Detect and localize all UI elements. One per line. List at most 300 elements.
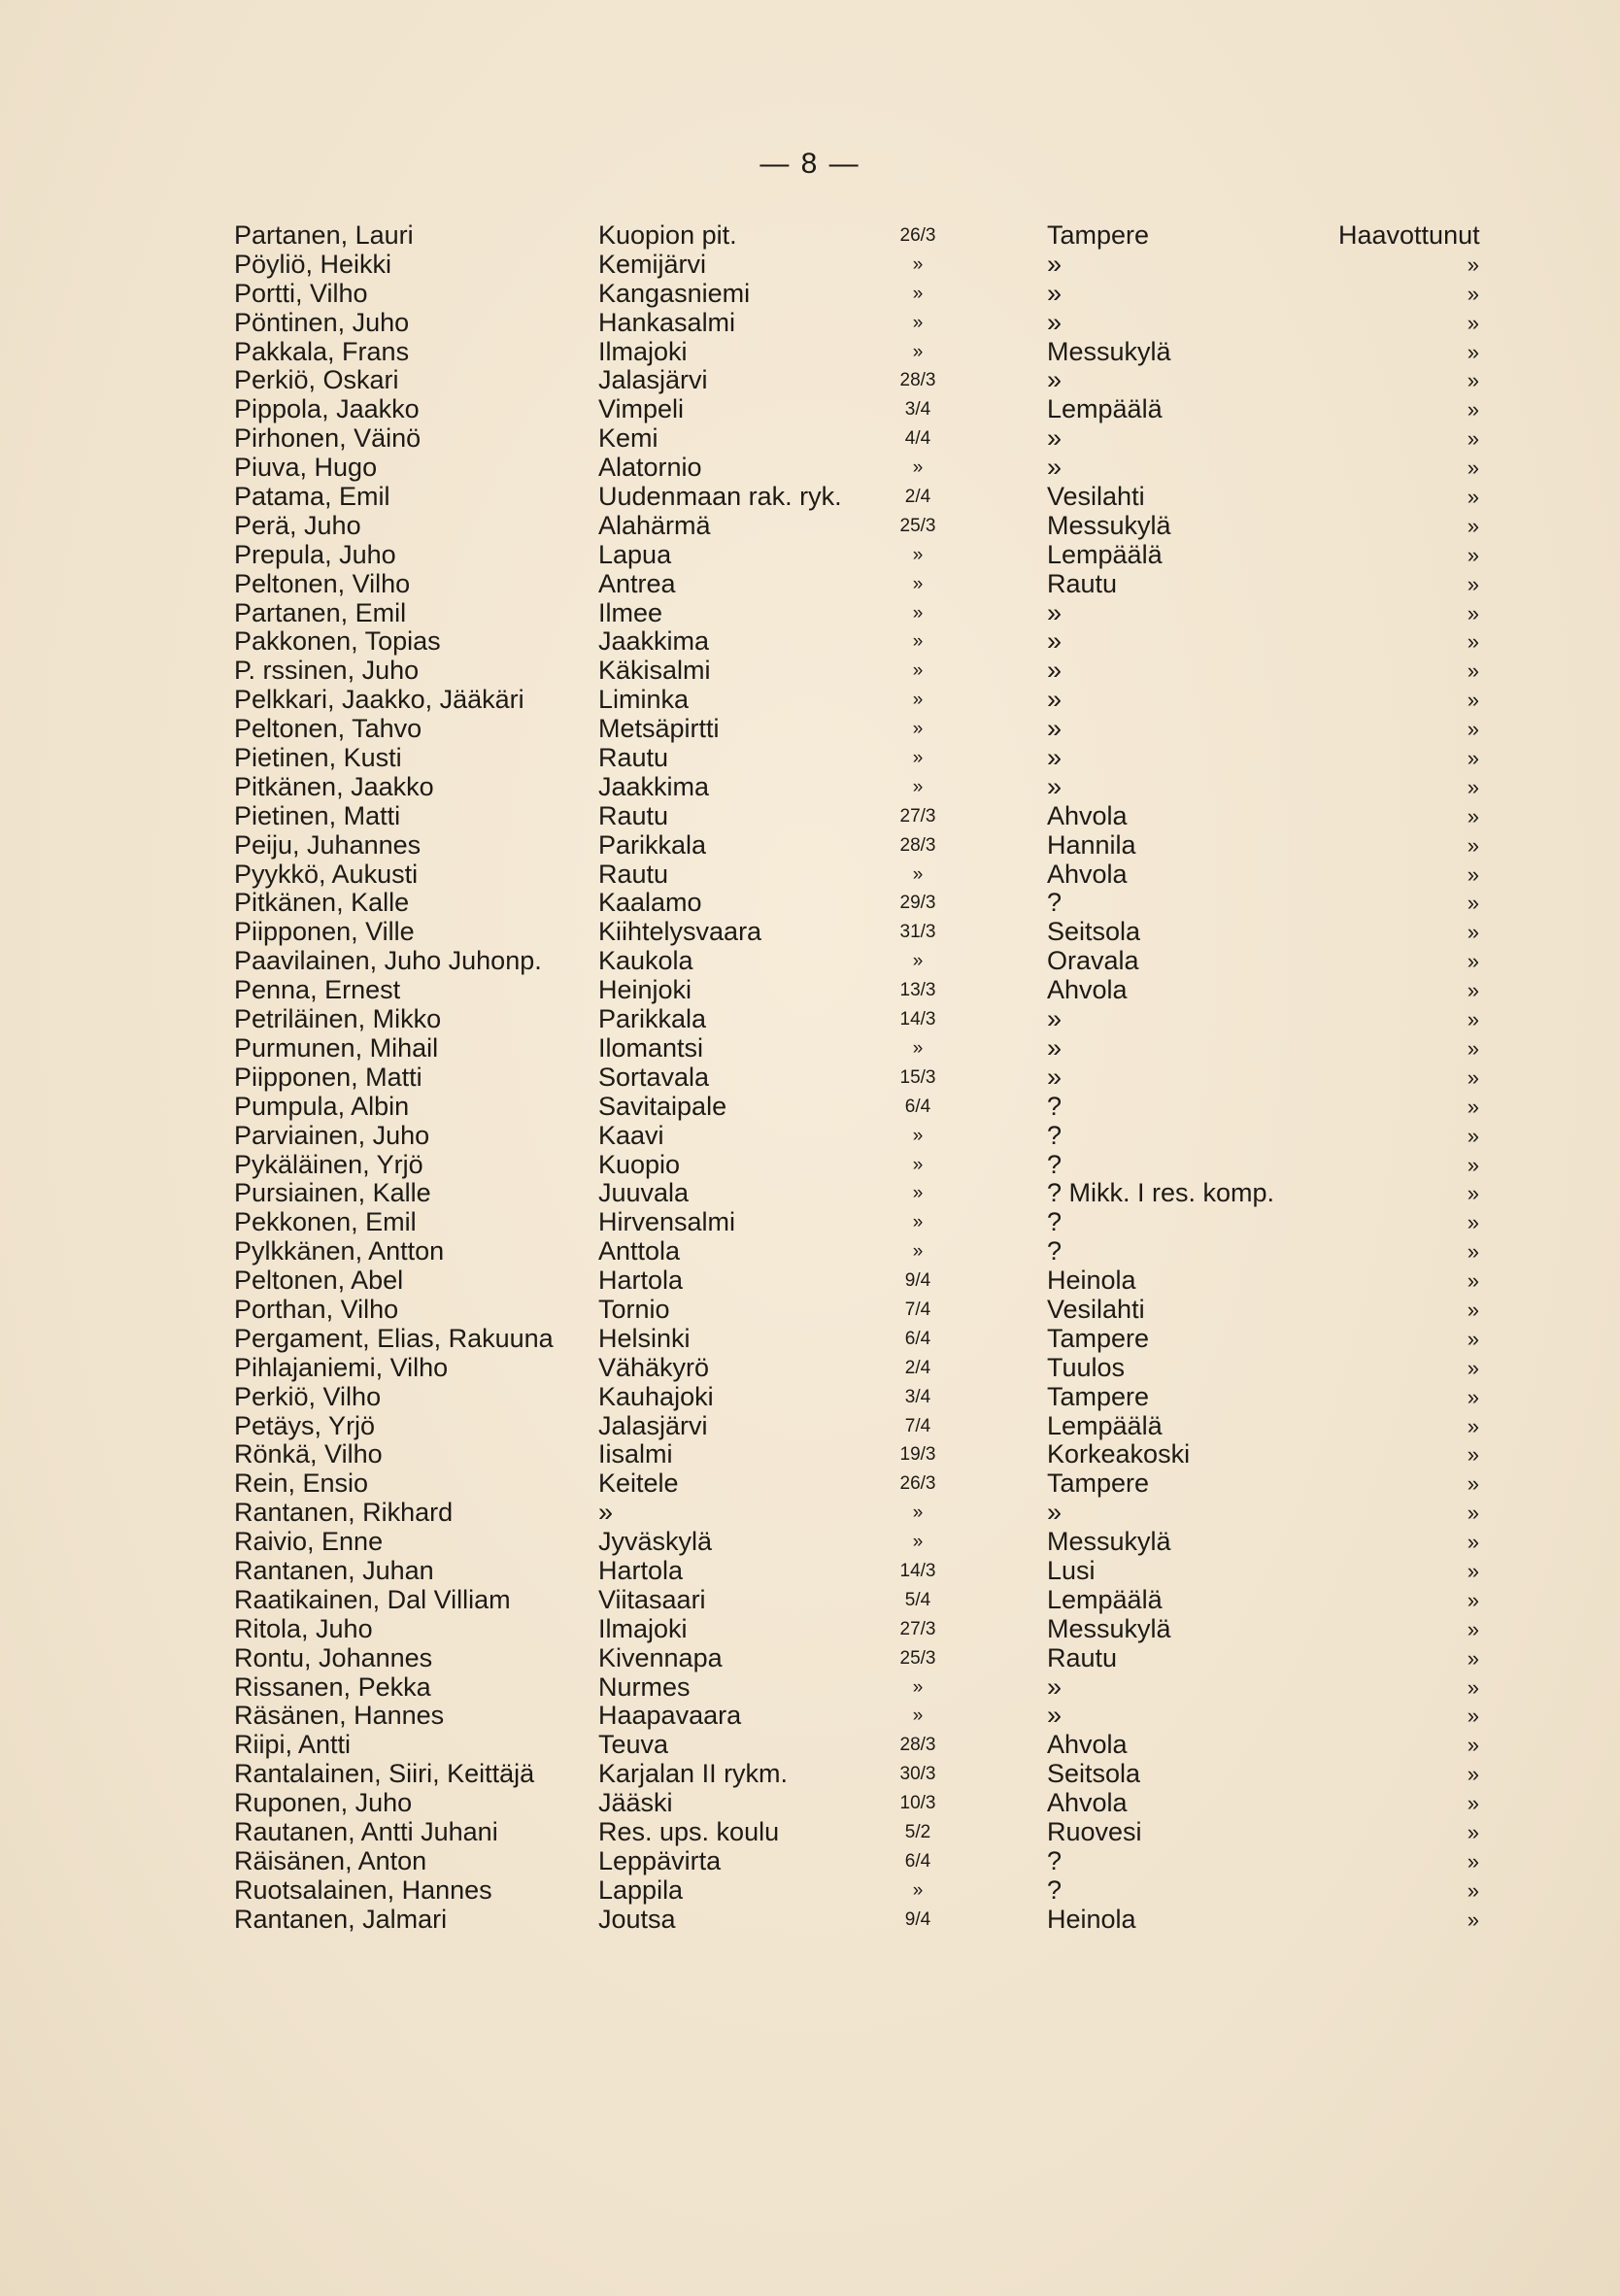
- entry-place: Joutsa: [598, 1904, 676, 1934]
- entry-name: Petriläinen, Mikko: [234, 1004, 442, 1034]
- entry-place: Liminka: [598, 685, 690, 715]
- entry-status: »: [1467, 1530, 1479, 1555]
- register-row: [0, 889, 1620, 918]
- entry-place: Teuva: [598, 1730, 669, 1760]
- register-row: [0, 1673, 1620, 1703]
- entry-location: ?: [1047, 1091, 1063, 1121]
- entry-status: »: [1467, 1704, 1479, 1729]
- entry-name: Prepula, Juho: [234, 539, 396, 569]
- entry-date: »: [912, 1241, 924, 1263]
- entry-location: ?: [1047, 1845, 1063, 1875]
- entry-status: »: [1467, 1819, 1479, 1844]
- entry-name: Piuva, Hugo: [234, 453, 378, 483]
- entry-name: Rantanen, Juhan: [234, 1555, 434, 1585]
- entry-name: Pykäläinen, Yrjö: [234, 1149, 423, 1179]
- entry-name: Piipponen, Ville: [234, 917, 415, 947]
- register-row: [0, 599, 1620, 628]
- entry-location: »: [1047, 365, 1063, 395]
- register-row: [0, 1296, 1620, 1325]
- entry-status: »: [1467, 774, 1479, 799]
- register-row: [0, 1034, 1620, 1064]
- entry-location: ?: [1047, 888, 1063, 918]
- entry-status: »: [1467, 1268, 1479, 1294]
- entry-date: »: [912, 457, 924, 479]
- register-row: [0, 657, 1620, 686]
- entry-place: Rautu: [598, 859, 669, 889]
- entry-place: Kiihtelysvaara: [598, 917, 762, 947]
- entry-place: Hartola: [598, 1266, 684, 1296]
- entry-location: Tampere: [1047, 1381, 1150, 1411]
- register-row: [0, 280, 1620, 309]
- entry-date: 6/4: [904, 1328, 931, 1349]
- entry-place: Rautu: [598, 800, 669, 830]
- entry-place: Ilomantsi: [598, 1032, 704, 1063]
- register-row: [0, 1266, 1620, 1296]
- entry-status: »: [1467, 1413, 1479, 1438]
- entry-location: Tuulos: [1047, 1352, 1126, 1382]
- entry-date: »: [912, 951, 924, 972]
- entry-status: »: [1467, 485, 1479, 510]
- register-row: [0, 1876, 1620, 1906]
- entry-name: Parviainen, Juho: [234, 1120, 430, 1150]
- register-row: [0, 1208, 1620, 1237]
- entry-name: Rantalainen, Siiri, Keittäjä: [234, 1759, 535, 1789]
- entry-location: ?: [1047, 1236, 1063, 1266]
- entry-name: Purmunen, Mihail: [234, 1032, 439, 1063]
- entry-name: Rantanen, Jalmari: [234, 1904, 448, 1934]
- entry-place: Alahärmä: [598, 510, 711, 540]
- register-row: [0, 1615, 1620, 1644]
- entry-name: Pylkkänen, Antton: [234, 1236, 445, 1266]
- entry-location: »: [1047, 597, 1063, 627]
- entry-status: »: [1467, 1384, 1479, 1409]
- entry-place: Hirvensalmi: [598, 1207, 736, 1237]
- entry-place: Ilmee: [598, 597, 663, 627]
- register-row: [0, 1064, 1620, 1093]
- register-row: [0, 861, 1620, 890]
- entry-date: 13/3: [899, 980, 936, 1001]
- entry-name: Pelkkari, Jaakko, Jääkäri: [234, 685, 524, 715]
- entry-status: »: [1467, 1645, 1479, 1671]
- entry-date: »: [912, 1125, 924, 1146]
- entry-location: Ahvola: [1047, 800, 1128, 830]
- entry-name: Riipi, Antti: [234, 1730, 352, 1760]
- entry-date: 15/3: [899, 1066, 936, 1088]
- register-row: [0, 309, 1620, 338]
- entry-date: 9/4: [904, 1908, 931, 1930]
- register-row: [0, 1644, 1620, 1673]
- entry-status: »: [1467, 1239, 1479, 1265]
- entry-status: »: [1467, 1907, 1479, 1932]
- entry-status: »: [1467, 861, 1479, 887]
- entry-name: Perkiö, Vilho: [234, 1381, 382, 1411]
- entry-name: Raivio, Enne: [234, 1527, 384, 1557]
- entry-status: »: [1467, 571, 1479, 596]
- entry-status: »: [1467, 252, 1479, 277]
- entry-place: Tornio: [598, 1294, 670, 1324]
- entry-date: »: [912, 253, 924, 275]
- entry-status: »: [1467, 1181, 1479, 1206]
- entry-date: »: [912, 1532, 924, 1553]
- entry-location: ?: [1047, 1120, 1063, 1150]
- entry-location: »: [1047, 685, 1063, 715]
- entry-status: »: [1467, 1035, 1479, 1061]
- entry-status: »: [1467, 891, 1479, 916]
- entry-status: »: [1467, 426, 1479, 452]
- register-row: [0, 773, 1620, 802]
- entry-location: Ahvola: [1047, 1788, 1128, 1818]
- entry-date: »: [912, 341, 924, 362]
- entry-name: Portti, Vilho: [234, 278, 368, 308]
- entry-place: Kemijärvi: [598, 249, 707, 279]
- register-row: [0, 1179, 1620, 1208]
- entry-place: Nurmes: [598, 1671, 691, 1702]
- entry-status: »: [1467, 513, 1479, 538]
- entry-date: 31/3: [899, 922, 936, 943]
- entry-status: »: [1467, 949, 1479, 974]
- entry-location: »: [1047, 714, 1063, 744]
- entry-place: Kangasniemi: [598, 278, 751, 308]
- entry-location: Lempäälä: [1047, 1410, 1163, 1440]
- entry-location: Ahvola: [1047, 1730, 1128, 1760]
- entry-date: 28/3: [899, 834, 936, 856]
- page-number: — 8 —: [759, 148, 861, 180]
- entry-name: Peltonen, Abel: [234, 1266, 404, 1296]
- entry-status: »: [1467, 1616, 1479, 1641]
- entry-date: 6/4: [904, 1096, 931, 1117]
- entry-place: Jääski: [598, 1788, 673, 1818]
- entry-date: »: [912, 719, 924, 740]
- register-row: [0, 1528, 1620, 1557]
- entry-name: Pumpula, Albin: [234, 1091, 410, 1121]
- register-row: [0, 1383, 1620, 1412]
- entry-place: Kaukola: [598, 946, 693, 976]
- entry-date: 26/3: [899, 1473, 936, 1495]
- register-row: [0, 1499, 1620, 1528]
- entry-place: Heinjoki: [598, 975, 692, 1005]
- entry-status: »: [1467, 600, 1479, 625]
- entry-name: Paavilainen, Juho Juhonp.: [234, 946, 542, 976]
- register-row: [0, 627, 1620, 657]
- entry-location: Rautu: [1047, 1642, 1118, 1672]
- entry-place: Ilmajoki: [598, 336, 688, 366]
- entry-location: »: [1047, 423, 1063, 454]
- entry-date: 30/3: [899, 1764, 936, 1785]
- entry-name: Perkiö, Oskari: [234, 365, 399, 395]
- entry-place: Kaavi: [598, 1120, 664, 1150]
- register-row: [0, 715, 1620, 744]
- entry-location: »: [1047, 1671, 1063, 1702]
- entry-place: Kuopion pit.: [598, 220, 737, 250]
- entry-status: »: [1467, 1007, 1479, 1032]
- register-row: [0, 1818, 1620, 1847]
- entry-location: »: [1047, 743, 1063, 773]
- entry-date: 3/4: [904, 399, 931, 421]
- entry-location: »: [1047, 1032, 1063, 1063]
- entry-status: »: [1467, 1558, 1479, 1583]
- register-row: [0, 744, 1620, 773]
- register-row: [0, 1093, 1620, 1122]
- entry-date: 2/4: [904, 487, 931, 508]
- entry-location: Lusi: [1047, 1555, 1096, 1585]
- entry-status: »: [1467, 1848, 1479, 1874]
- entry-status: »: [1467, 688, 1479, 713]
- entry-location: Lempäälä: [1047, 539, 1163, 569]
- entry-status: »: [1467, 717, 1479, 742]
- register-row: [0, 1325, 1620, 1354]
- register-row: [0, 1151, 1620, 1180]
- entry-status: »: [1467, 1123, 1479, 1148]
- entry-name: Rein, Ensio: [234, 1469, 369, 1499]
- entry-place: Kivennapa: [598, 1642, 723, 1672]
- entry-name: Pietinen, Kusti: [234, 743, 402, 773]
- entry-date: »: [912, 1676, 924, 1698]
- entry-location: »: [1047, 626, 1063, 657]
- entry-date: »: [912, 602, 924, 624]
- entry-place: Kuopio: [598, 1149, 681, 1179]
- entry-place: Sortavala: [598, 1062, 710, 1092]
- entry-status: »: [1467, 1297, 1479, 1322]
- entry-date: »: [912, 1705, 924, 1727]
- entry-location: Lempäälä: [1047, 394, 1163, 424]
- entry-date: 27/3: [899, 805, 936, 827]
- entry-location: »: [1047, 771, 1063, 801]
- entry-name: Pyykkö, Aukusti: [234, 859, 419, 889]
- entry-name: Ritola, Juho: [234, 1613, 373, 1643]
- entry-date: 10/3: [899, 1793, 936, 1814]
- entry-name: Pitkänen, Kalle: [234, 888, 410, 918]
- entry-date: »: [912, 748, 924, 769]
- entry-place: Hankasalmi: [598, 307, 736, 337]
- entry-place: Alatornio: [598, 453, 702, 483]
- entry-status: »: [1467, 1326, 1479, 1351]
- entry-location: Ruovesi: [1047, 1816, 1142, 1846]
- entry-name: Ruponen, Juho: [234, 1788, 413, 1818]
- entry-status: »: [1467, 1210, 1479, 1235]
- entry-date: 7/4: [904, 1299, 931, 1320]
- register-row: [0, 454, 1620, 483]
- entry-location: Messukylä: [1047, 1527, 1171, 1557]
- entry-date: »: [912, 631, 924, 653]
- register-row: [0, 1354, 1620, 1383]
- entry-name: Peiju, Juhannes: [234, 829, 422, 860]
- entry-status: »: [1467, 1733, 1479, 1758]
- entry-place: Ilmajoki: [598, 1613, 688, 1643]
- entry-status: »: [1467, 1355, 1479, 1380]
- entry-location: Korkeakoski: [1047, 1439, 1191, 1469]
- register-row: [0, 802, 1620, 831]
- entry-place: Lappila: [598, 1874, 684, 1905]
- entry-date: 25/3: [899, 515, 936, 536]
- entry-place: Parikkala: [598, 829, 707, 860]
- entry-place: Jalasjärvi: [598, 365, 708, 395]
- entry-place: Kaalamo: [598, 888, 702, 918]
- entry-place: Käkisalmi: [598, 656, 711, 686]
- entry-name: Pöntinen, Juho: [234, 307, 410, 337]
- entry-place: Metsäpirtti: [598, 714, 720, 744]
- entry-location: Heinola: [1047, 1266, 1136, 1296]
- entry-status: »: [1467, 629, 1479, 655]
- entry-status: »: [1467, 658, 1479, 684]
- entry-place: Juuvala: [598, 1178, 690, 1208]
- entry-name: Pakkonen, Topias: [234, 626, 441, 657]
- register-row: [0, 1702, 1620, 1731]
- entry-place: Anttola: [598, 1236, 681, 1266]
- entry-status: »: [1467, 1877, 1479, 1903]
- register-row: [0, 483, 1620, 512]
- register-row: [0, 1847, 1620, 1876]
- entry-date: 9/4: [904, 1270, 931, 1292]
- entry-status: »: [1467, 281, 1479, 306]
- register-row: [0, 976, 1620, 1005]
- entry-place: Res. ups. koulu: [598, 1816, 780, 1846]
- entry-date: »: [912, 1503, 924, 1524]
- entry-place: Haapavaara: [598, 1701, 742, 1731]
- entry-location: »: [1047, 453, 1063, 483]
- entry-name: Piipponen, Matti: [234, 1062, 422, 1092]
- entry-status: »: [1467, 1587, 1479, 1612]
- entry-location: Heinola: [1047, 1904, 1136, 1934]
- entry-place: Jaakkima: [598, 771, 710, 801]
- entry-date: 14/3: [899, 1009, 936, 1030]
- entry-name: Pöyliö, Heikki: [234, 249, 392, 279]
- entry-status: »: [1467, 542, 1479, 567]
- entry-location: »: [1047, 1498, 1063, 1528]
- entry-date: »: [912, 283, 924, 304]
- entry-date: 19/3: [899, 1444, 936, 1466]
- register-row: [0, 1731, 1620, 1760]
- entry-place: Leppävirta: [598, 1845, 722, 1875]
- entry-name: Ruotsalainen, Hannes: [234, 1874, 492, 1905]
- entry-place: Viitasaari: [598, 1584, 706, 1614]
- entry-status: »: [1467, 978, 1479, 1003]
- register-row: [0, 221, 1620, 251]
- entry-date: 14/3: [899, 1560, 936, 1581]
- entry-location: »: [1047, 278, 1063, 308]
- register-row: [0, 1760, 1620, 1789]
- entry-place: Jalasjärvi: [598, 1410, 708, 1440]
- entry-date: »: [912, 573, 924, 594]
- entry-status: »: [1467, 832, 1479, 858]
- entry-date: 2/4: [904, 1357, 931, 1378]
- entry-status: »: [1467, 310, 1479, 335]
- entry-status: Haavottunut: [1338, 220, 1480, 250]
- entry-name: Rissanen, Pekka: [234, 1671, 431, 1702]
- entry-name: P. rssinen, Juho: [234, 656, 420, 686]
- entry-date: »: [912, 863, 924, 885]
- entry-date: 28/3: [899, 370, 936, 391]
- entry-name: Peltonen, Tahvo: [234, 714, 422, 744]
- entry-status: »: [1467, 1152, 1479, 1177]
- register-row: [0, 1469, 1620, 1499]
- entry-name: Pietinen, Matti: [234, 800, 401, 830]
- entry-location: Ahvola: [1047, 975, 1128, 1005]
- entry-location: Tampere: [1047, 1469, 1150, 1499]
- entry-date: »: [912, 1183, 924, 1204]
- entry-location: »: [1047, 1701, 1063, 1731]
- entry-place: »: [598, 1498, 614, 1528]
- entry-status: »: [1467, 339, 1479, 364]
- entry-place: Savitaipale: [598, 1091, 727, 1121]
- entry-name: Porthan, Vilho: [234, 1294, 399, 1324]
- entry-date: »: [912, 1154, 924, 1175]
- entry-status: »: [1467, 1791, 1479, 1816]
- entry-date: »: [912, 1037, 924, 1059]
- entry-location: ?: [1047, 1149, 1063, 1179]
- entry-date: 7/4: [904, 1415, 931, 1436]
- entry-place: Vähäkyrö: [598, 1352, 710, 1382]
- register-row: [0, 541, 1620, 570]
- entry-location: Seitsola: [1047, 1759, 1141, 1789]
- register-row: [0, 1005, 1620, 1034]
- entry-status: »: [1467, 1064, 1479, 1090]
- entry-status: »: [1467, 1094, 1479, 1119]
- entry-location: Messukylä: [1047, 510, 1171, 540]
- entry-location: Messukylä: [1047, 1613, 1171, 1643]
- entry-status: »: [1467, 1471, 1479, 1497]
- entry-status: »: [1467, 368, 1479, 393]
- entry-date: 26/3: [899, 225, 936, 246]
- register-row: [0, 512, 1620, 541]
- entry-date: »: [912, 1212, 924, 1233]
- entry-status: »: [1467, 456, 1479, 481]
- entry-place: Helsinki: [598, 1323, 691, 1353]
- entry-place: Keitele: [598, 1469, 679, 1499]
- entry-status: »: [1467, 1674, 1479, 1700]
- entry-location: Vesilahti: [1047, 1294, 1145, 1324]
- entry-name: Rautanen, Antti Juhani: [234, 1816, 498, 1846]
- entry-date: 28/3: [899, 1735, 936, 1756]
- register-row: [0, 251, 1620, 280]
- entry-place: Rautu: [598, 743, 669, 773]
- entry-location: »: [1047, 307, 1063, 337]
- entry-location: ? Mikk. I res. komp.: [1047, 1178, 1275, 1208]
- entry-location: ?: [1047, 1207, 1063, 1237]
- entry-place: Iisalmi: [598, 1439, 673, 1469]
- entry-name: Räsänen, Hannes: [234, 1701, 445, 1731]
- register-row: [0, 947, 1620, 976]
- entry-name: Pekkonen, Emil: [234, 1207, 417, 1237]
- entry-date: 5/4: [904, 1589, 931, 1610]
- entry-date: »: [912, 776, 924, 797]
- entry-date: 27/3: [899, 1618, 936, 1639]
- entry-date: »: [912, 690, 924, 711]
- entry-location: Tampere: [1047, 220, 1150, 250]
- register-row: [0, 1789, 1620, 1818]
- entry-name: Pursiainen, Kalle: [234, 1178, 431, 1208]
- casualty-register: [0, 221, 1620, 1935]
- entry-name: Patama, Emil: [234, 482, 390, 512]
- entry-name: Petäys, Yrjö: [234, 1410, 376, 1440]
- entry-name: Pergament, Elias, Rakuuna: [234, 1323, 554, 1353]
- entry-place: Vimpeli: [598, 394, 685, 424]
- entry-location: Messukylä: [1047, 336, 1171, 366]
- entry-place: Parikkala: [598, 1004, 707, 1034]
- entry-status: »: [1467, 1442, 1479, 1468]
- entry-date: 25/3: [899, 1647, 936, 1669]
- entry-status: »: [1467, 1762, 1479, 1787]
- entry-name: Rantanen, Rikhard: [234, 1498, 454, 1528]
- entry-name: Rönkä, Vilho: [234, 1439, 383, 1469]
- entry-status: »: [1467, 746, 1479, 771]
- register-row: [0, 1237, 1620, 1266]
- entry-place: Antrea: [598, 568, 676, 598]
- entry-name: Rontu, Johannes: [234, 1642, 433, 1672]
- entry-place: Kemi: [598, 423, 658, 454]
- entry-name: Räisänen, Anton: [234, 1845, 427, 1875]
- entry-date: 4/4: [904, 428, 931, 450]
- entry-location: Seitsola: [1047, 917, 1141, 947]
